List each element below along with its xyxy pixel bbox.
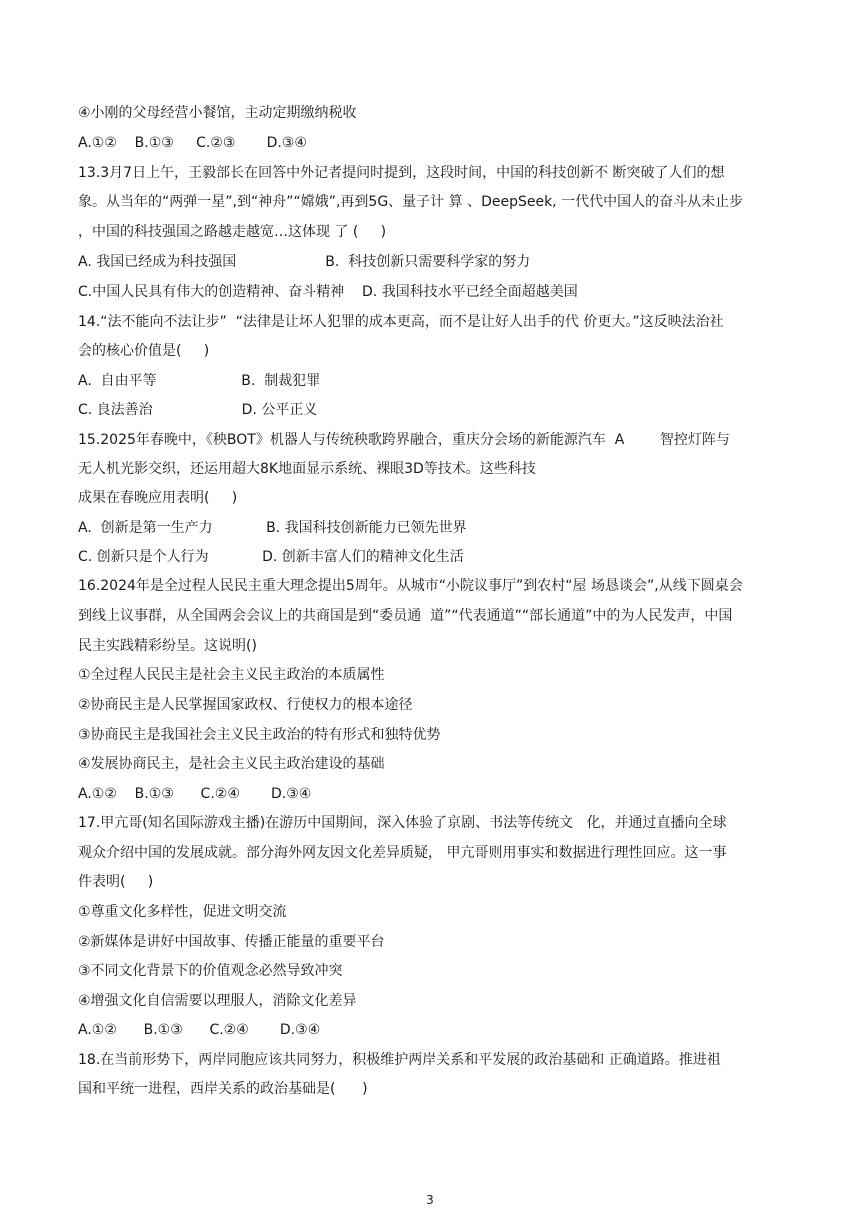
line: A.①② B.①③ C.②③ D.③④ xyxy=(78,135,307,151)
line: 17.甲亢哥(知名国际游戏主播)在游历中国期间，深入体验了京剧、书法等传统文 化，并通过直播向全球 xyxy=(78,815,727,831)
line: C. 创新只是个人行为 D. 创新丰富人们的精神文化生活 xyxy=(78,549,464,565)
line: ②新媒体是讲好中国故事、传播正能量的重要平台 xyxy=(78,934,385,950)
line: 15.2025年春晚中，《秧BOT》机器人与传统秧歌跨界融合，重庆分会场的新能源汽车 A 智控灯阵与 xyxy=(78,432,730,448)
line: ④小刚的父母经营小餐馆，主动定期缴纳税收 xyxy=(78,105,357,121)
page-number: 3 xyxy=(426,1193,434,1207)
line: 国和平统一进程，西岸关系的政治基础是( ) xyxy=(78,1081,368,1097)
line: 14.“法不能向不法让步” “法律是让坏人犯罪的成本更高，而不是让好人出手的代 价更大。”这反映法治社 xyxy=(78,314,724,330)
line: 成果在春晚应用表明( ) xyxy=(78,490,238,506)
line: 民主实践精彩纷呈。这说明() xyxy=(78,638,257,654)
line: 象。从当年的“两弹一星”,到“神舟”“嫦娥”,再到5G、量子计 算 、DeepSeek, 一代代中国人的奋斗从未止步 xyxy=(78,194,744,210)
line: A. 创新是第一生产力 B. 我国科技创新能力已领先世界 xyxy=(78,520,467,536)
line: ②协商民主是人民掌握国家政权、行使权力的根本途径 xyxy=(78,697,413,713)
line: ，中国的科技强国之路越走越宽…这体现 了 ( ) xyxy=(78,224,387,240)
line: 观众介绍中国的发展成就。部分海外网友因文化差异质疑， 甲亢哥则用事实和数据进行理性回应。这一事 xyxy=(78,845,727,861)
line: 件表明( ) xyxy=(78,874,154,890)
line: ③协商民主是我国社会主义民主政治的特有形式和独特优势 xyxy=(78,727,441,743)
line: 会的核心价值是( ) xyxy=(78,343,210,359)
line: C. 良法善治 D. 公平正义 xyxy=(78,402,318,418)
line: 18.在当前形势下，两岸同胞应该共同努力，积极维护两岸关系和平发展的政治基础和 正确道路。推进祖 xyxy=(78,1052,721,1068)
line: A.①② B.①③ C.②④ D.③④ xyxy=(78,786,312,802)
line: ③不同文化背景下的价值观念必然导致冲突 xyxy=(78,963,343,979)
line: C.中国人民具有伟大的创造精神、奋斗精神 D. 我国科技水平已经全面超越美国 xyxy=(78,284,578,300)
line: 到线上议事群，从全国两会会议上的共商国是到“委员通 道”“代表通道”“部长通道”中的为人民发声，中国 xyxy=(78,608,733,624)
line: 无人机光影交织，还运用超大8K地面显示系统、裸眼3D等技术。这些科技 xyxy=(78,461,536,477)
line: 13.3月7日上午，王毅部长在回答中外记者提问时提到，这段时间，中国的科技创新不 断突破了人们的想 xyxy=(78,165,725,181)
line: ④发展协商民主，是社会主义民主政治建设的基础 xyxy=(78,756,385,772)
line: ④增强文化自信需要以理服人，消除文化差异 xyxy=(78,993,357,1009)
line: 16.2024年是全过程人民民主重大理念提出5周年。从城市“小院议事厅”到农村“屋 场恳谈会”,从线下圆桌会 xyxy=(78,578,743,594)
line: ①全过程人民民主是社会主义民主政治的本质属性 xyxy=(78,667,385,683)
line: ①尊重文化多样性，促进文明交流 xyxy=(78,904,287,920)
line: A. 自由平等 B. 制裁犯罪 xyxy=(78,373,321,389)
line: A. 我国已经成为科技强国 B. 科技创新只需要科学家的努力 xyxy=(78,254,531,270)
line: A.①② B.①③ C.②④ D.③④ xyxy=(78,1022,321,1038)
